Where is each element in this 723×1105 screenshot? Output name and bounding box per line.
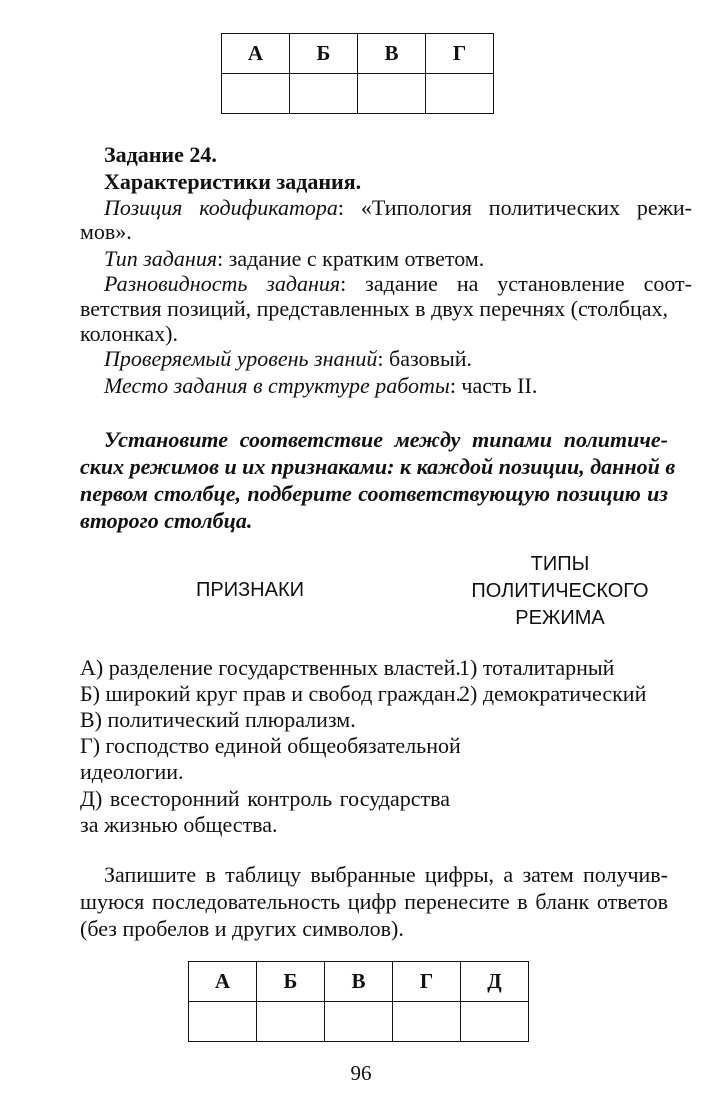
feature-item-d: Г) господство единой общеобязательной [80,733,461,758]
feature-item-b: Б) широкий круг прав и свобод граждан. [80,681,462,706]
variety-value: : задание на установление соот- [340,271,692,296]
place-value: : часть II. [449,373,538,398]
column-header-features: ПРИЗНАКИ [196,579,304,601]
answer-cell-header: Г [426,34,494,74]
variety-label: Разновидность задания [104,271,341,296]
answer-cell-header: Д [461,962,529,1002]
answer-table-header-row [222,34,494,74]
type-value: : задание с кратким ответом. [217,246,485,271]
feature-item-e: Д) всесторонний контроль государства [80,786,450,811]
instruction-line: ских режимов и их признаками: к каждой позиции, данной в [80,454,676,479]
answer-cell-empty [257,1002,325,1042]
task-title: Задание 24. [104,142,217,167]
closing-line: Запишите в таблицу выбранные цифры, а затем получив- [104,862,668,887]
answer-cell-empty [290,74,358,114]
answer-cell-header: А [189,962,257,1002]
variety-line [80,270,692,297]
answer-table-bottom [188,961,529,1042]
characteristics-heading: Характеристики задания. [104,169,362,194]
regime-item-2: 2) демократический [459,681,647,706]
column-header-regime-types [455,551,665,632]
closing-line: (без пробелов и других символов). [80,916,404,941]
answer-cell-header: Б [290,34,358,74]
type-line [80,245,692,272]
instruction-line: первом столбце, подберите соответствующую позицию из [80,481,668,506]
level-label: Проверяемый уровень знаний [104,346,378,371]
instruction-text [80,426,676,534]
instruction-line: Установите соответствие между типами политиче- [104,427,668,452]
answer-table-header-row [189,962,529,1002]
closing-line: шуюся последовательность цифр перенесите в бланк ответов [80,889,668,914]
answer-cell-empty [461,1002,529,1042]
variety-continuation-end: колонках). [80,321,178,346]
answer-cell-header: В [358,34,426,74]
codifier-value: : «Типология политических режи- [337,195,692,220]
answer-cell-header: А [222,34,290,74]
level-value: : базовый. [377,346,472,371]
codifier-line [80,194,692,221]
column-header-line: РЕЖИМА [515,607,605,629]
answer-cell-empty [222,74,290,114]
answer-cell-empty [325,1002,393,1042]
closing-instruction [80,861,668,942]
answer-cell-empty [358,74,426,114]
answer-cell-empty [189,1002,257,1042]
feature-item-a: А) разделение государственных властей. [80,655,461,680]
place-line [80,372,692,399]
answer-table-input-row [222,74,494,114]
answer-cell-header: Б [257,962,325,1002]
place-label: Место задания в структуре работы [104,373,450,398]
codifier-continuation: мов». [80,219,132,244]
instruction-line: второго столбца. [80,508,253,533]
feature-item-c: В) политический плюрализм. [80,707,356,732]
feature-item-e-continuation: за жизнью общества. [80,812,278,837]
regime-item-1: 1) тоталитарный [459,655,615,680]
codifier-label: Позиция кодификатора [104,195,338,220]
feature-item-d-continuation: идеологии. [80,759,184,784]
page-number: 96 [350,1061,372,1085]
answer-table-input-row [189,1002,529,1042]
answer-cell-header: Г [393,962,461,1002]
column-header-line: ТИПЫ [530,553,590,575]
answer-cell-header: В [325,962,393,1002]
column-header-line: ПОЛИТИЧЕСКОГО [471,580,649,602]
level-line [80,345,692,372]
answer-table-top [221,33,494,114]
variety-continuation: ветствия позиций, представленных в двух перечнях (столбцах, [80,296,668,321]
answer-cell-empty [426,74,494,114]
type-label: Тип задания [104,246,218,271]
answer-cell-empty [393,1002,461,1042]
